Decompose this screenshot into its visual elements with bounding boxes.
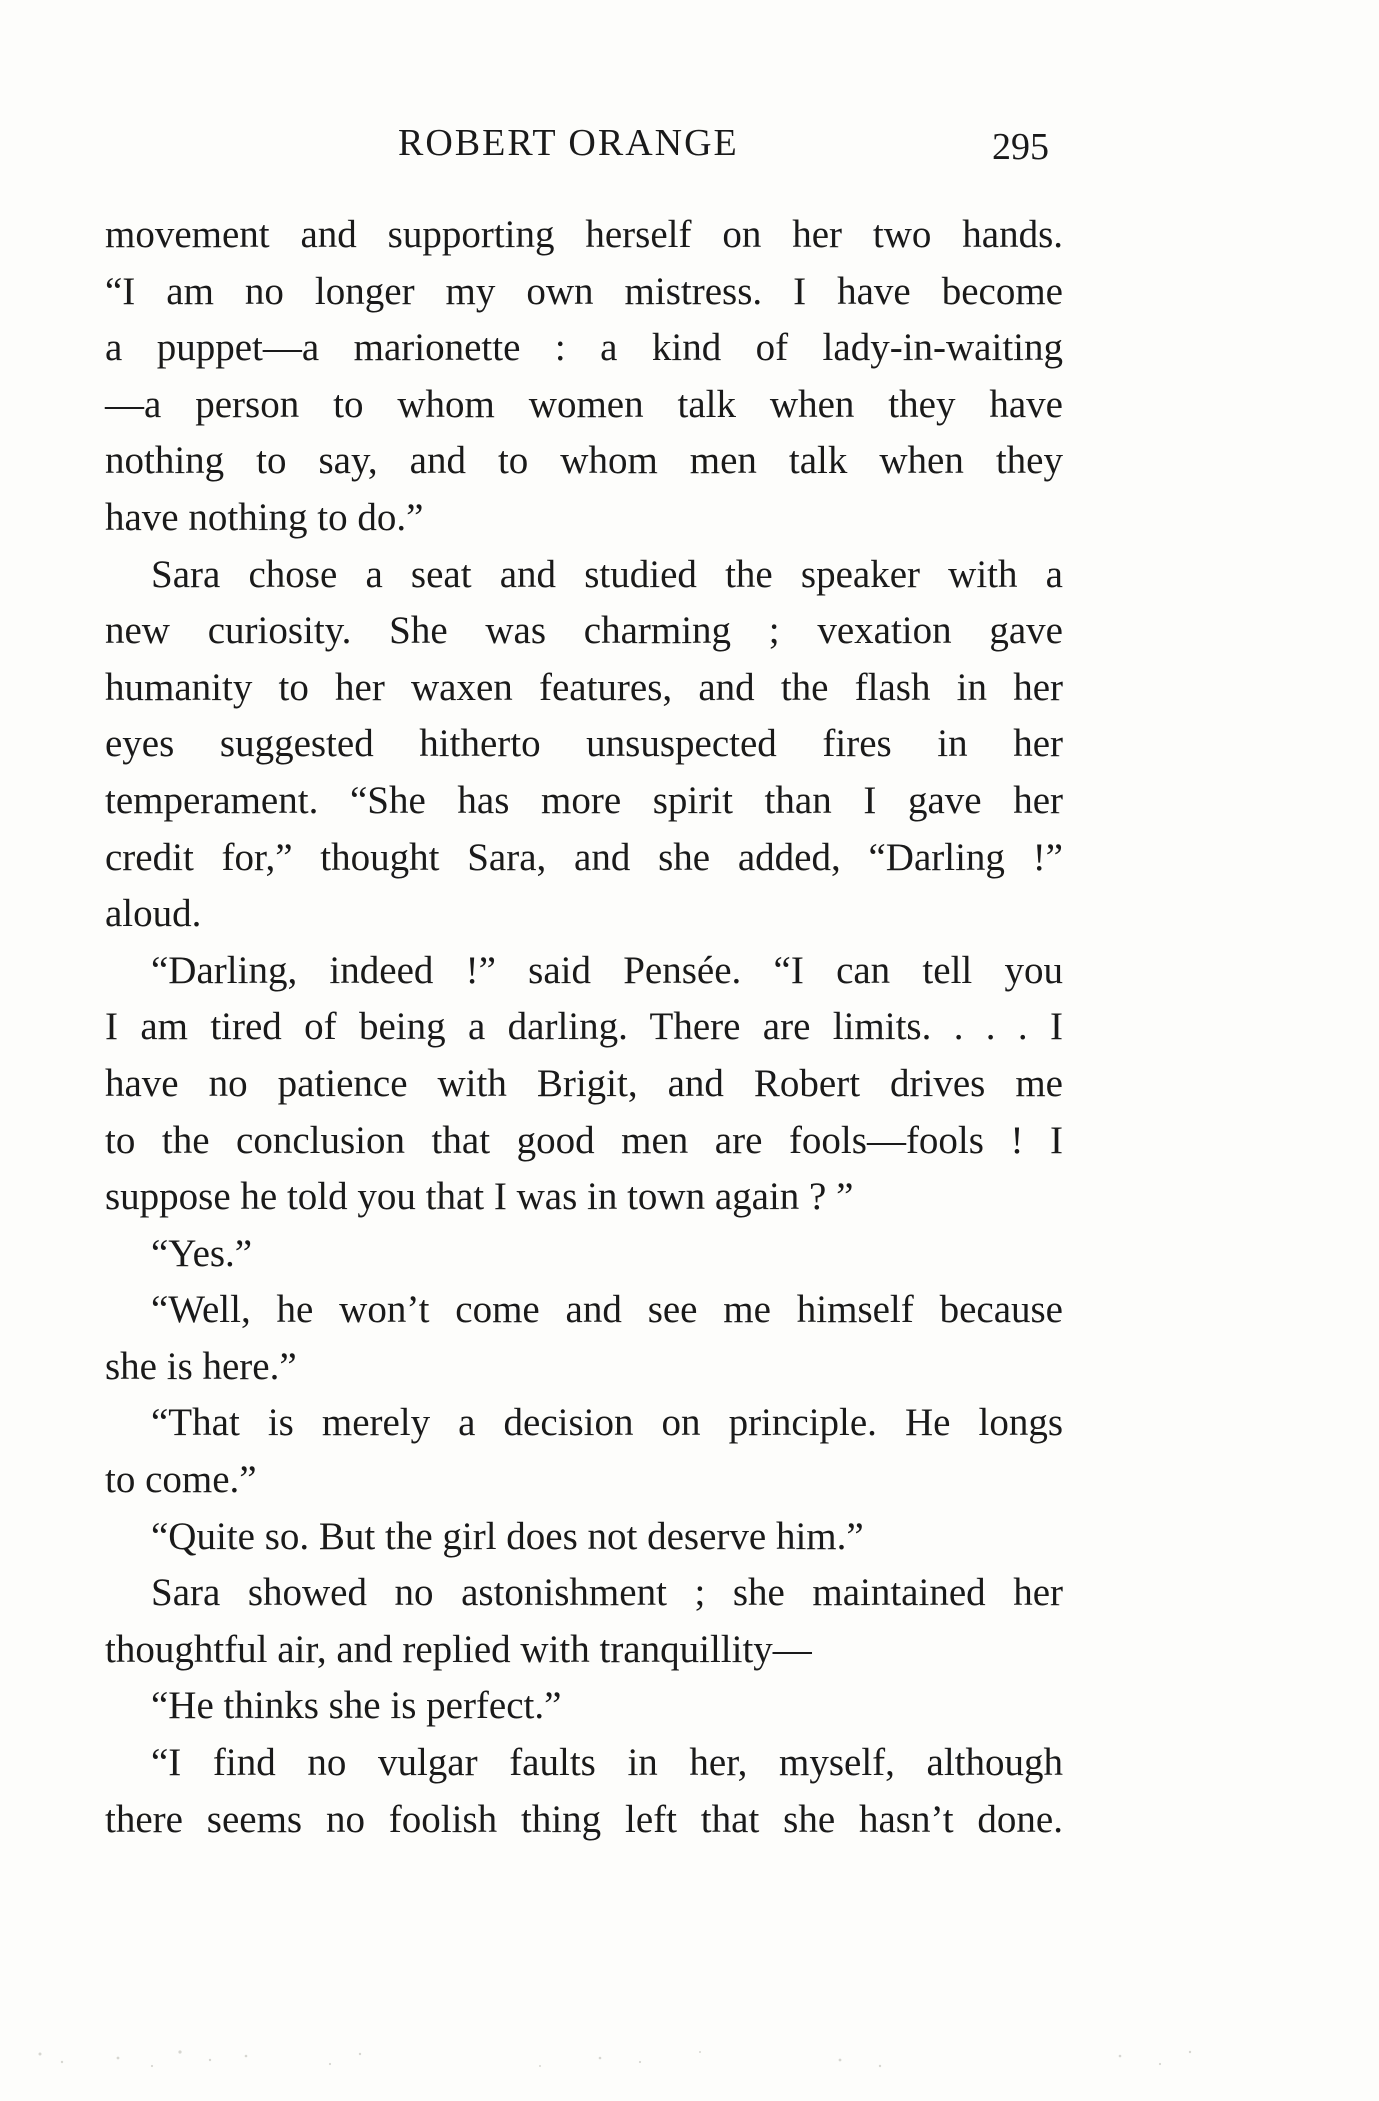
- text-line: she is here.”: [105, 1344, 297, 1388]
- text-line: eyes suggested hitherto unsuspected fires in her: [105, 722, 1063, 766]
- text-line: “I find no vulgar faults in her, myself, although: [151, 1741, 1063, 1785]
- text-line: “Yes.”: [151, 1231, 253, 1275]
- text-line: “Well, he won’t come and see me himself because: [151, 1288, 1063, 1332]
- text-line: have nothing to do.”: [105, 495, 424, 539]
- page-number: 295: [992, 126, 1049, 168]
- text-line: to the conclusion that good men are fools—fools ! I: [105, 1118, 1063, 1162]
- text-line: have no patience with Brigit, and Robert drives me: [105, 1061, 1063, 1105]
- text-line: suppose he told you that I was in town again ? ”: [105, 1175, 854, 1219]
- text-line: —a person to whom women talk when they have: [105, 382, 1063, 426]
- text-line: Sara chose a seat and studied the speaker with a: [151, 552, 1063, 596]
- text-line: I am tired of being a darling. There are limits. . . . I: [105, 1005, 1063, 1049]
- body-text: [105, 207, 1063, 1848]
- text-line: aloud.: [105, 892, 202, 936]
- text-line: to come.”: [105, 1458, 257, 1502]
- text-line: movement and supporting herself on her two hands.: [105, 213, 1063, 256]
- text-line: thoughtful air, and replied with tranquillity—: [105, 1627, 812, 1671]
- text-line: Sara showed no astonishment ; she maintained her: [151, 1571, 1063, 1615]
- running-head: [0, 118, 1379, 168]
- running-head-title: ROBERT ORANGE: [398, 122, 739, 164]
- text-line: credit for,” thought Sara, and she added, “Darling !”: [105, 835, 1063, 879]
- text-line: “He thinks she is perfect.”: [151, 1684, 562, 1728]
- text-line: “That is merely a decision on principle. He longs: [151, 1401, 1063, 1445]
- text-line: nothing to say, and to whom men talk when they: [105, 439, 1063, 483]
- text-line: a puppet—a marionette : a kind of lady-in-waiting: [105, 326, 1063, 370]
- text-line: “I am no longer my own mistress. I have become: [105, 269, 1063, 313]
- text-line: humanity to her waxen features, and the flash in her: [105, 665, 1063, 709]
- text-line: there seems no foolish thing left that she hasn’t done.: [105, 1797, 1063, 1841]
- text-line: new curiosity. She was charming ; vexation gave: [105, 609, 1063, 653]
- page-speckle-decoration: [0, 2040, 1379, 2080]
- text-line: temperament. “She has more spirit than I gave her: [105, 778, 1063, 822]
- text-line: “Darling, indeed !” said Pensée. “I can tell you: [151, 948, 1063, 992]
- text-line: “Quite so. But the girl does not deserve him.”: [151, 1514, 864, 1558]
